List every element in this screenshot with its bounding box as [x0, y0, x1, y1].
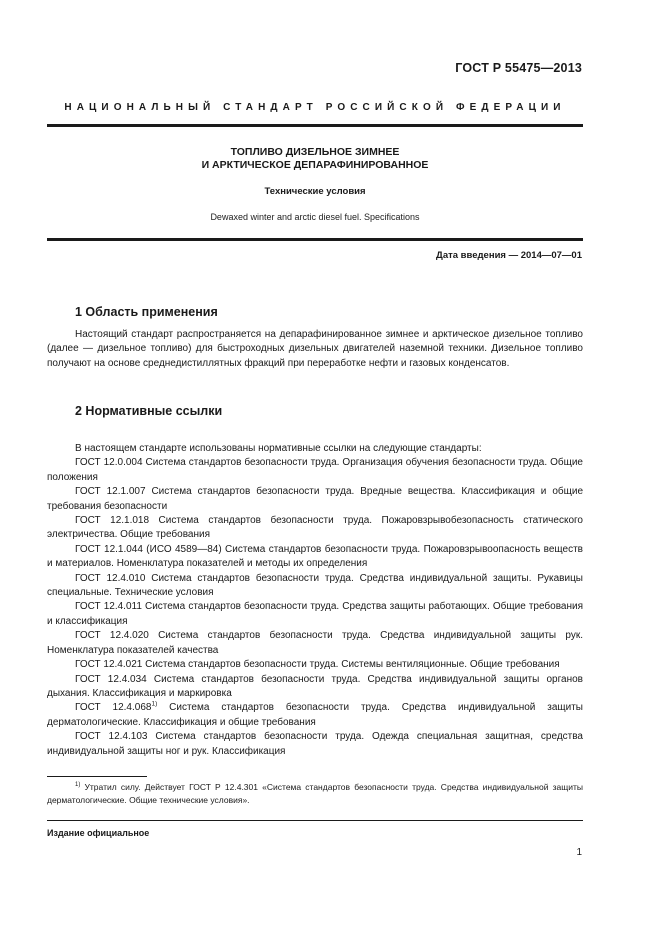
reference-item: ГОСТ 12.4.010 Система стандартов безопасности труда. Средства индивидуальной защиты. Рукавицы специальные. Технические условия: [47, 572, 583, 599]
reference-item: ГОСТ 12.4.103 Система стандартов безопасности труда. Одежда специальная защитная, средства индивидуальной защиты ног и рук. Классификация: [47, 731, 583, 757]
document-title: [47, 146, 583, 172]
title-line-2: И АРКТИЧЕСКОЕ ДЕПАРАФИНИРОВАННОЕ: [201, 159, 429, 171]
footnote-rule: [47, 776, 147, 777]
reference-item: ГОСТ 12.4.021 Система стандартов безопасности труда. Системы вентиляционные. Общие требования: [75, 659, 560, 671]
page-number: 1: [576, 847, 582, 858]
reference-item: ГОСТ 12.0.004 Система стандартов безопасности труда. Организация обучения безопасности труда. Общие положения: [47, 457, 583, 483]
reference-text: Система стандартов безопасности труда. Средства индивидуальной защиты дерматологические. Классификация и общие требования: [47, 702, 583, 728]
middle-rule: [47, 238, 583, 241]
reference-item: ГОСТ 12.4.020 Система стандартов безопасности труда. Средства индивидуальной защиты рук. Номенклатура показателей качества: [47, 630, 583, 656]
footnote: [47, 779, 583, 807]
doc-number: ГОСТ Р 55475—2013: [455, 61, 582, 75]
english-title: Dewaxed winter and arctic diesel fuel. Specifications: [210, 212, 420, 222]
official-edition-label: Издание официальное: [47, 828, 150, 838]
reference-item-with-footnote: [47, 701, 583, 730]
footnote-mark: 1): [75, 782, 81, 788]
section-2-heading: 2 Нормативные ссылки: [75, 404, 223, 418]
reference-code: ГОСТ 12.4.068: [75, 702, 152, 714]
reference-item: ГОСТ 12.1.018 Система стандартов безопасности труда. Пожаровзрывобезопасность статического электричества. Общие требования: [47, 515, 583, 541]
footnote-marker[interactable]: 1): [151, 700, 158, 708]
title-line-1: ТОПЛИВО ДИЗЕЛЬНОЕ ЗИМНЕЕ: [230, 146, 400, 158]
reference-item: ГОСТ 12.1.044 (ИСО 4589—84) Система стандартов безопасности труда. Пожаровзрывоопасность веществ и материалов. Номенклатура показателей и методы их определения: [47, 543, 583, 570]
footnote-text: Утратил силу. Действует ГОСТ Р 12.4.301 «Система стандартов безопасности труда. Средства индивидуальной защиты дерматологические. Общие технические условия».: [47, 782, 583, 805]
references-list: [47, 442, 583, 759]
footer-rule: [47, 820, 583, 821]
section-1-text: Настоящий стандарт распространяется на депарафинированное зимнее и арктическое дизельное топливо (далее — дизельное топливо) для быстроходных дизельных двигателей наземной техники. Дизельное топливо получают на основе среднедистиллятных фракций при переработке нефти и газовых конденсатов.: [47, 329, 583, 369]
introduction-date: Дата введения — 2014—07—01: [436, 250, 582, 261]
national-standard-banner: НАЦИОНАЛЬНЫЙ СТАНДАРТ РОССИЙСКОЙ ФЕДЕРАЦИИ: [64, 102, 566, 113]
document-subtitle: Технические условия: [264, 186, 366, 197]
references-intro: В настоящем стандарте использованы нормативные ссылки на следующие стандарты:: [75, 443, 482, 454]
top-rule: [47, 124, 583, 127]
reference-item: ГОСТ 12.1.007 Система стандартов безопасности труда. Вредные вещества. Классификация и общие требования безопасности: [47, 486, 583, 512]
reference-item: ГОСТ 12.4.011 Система стандартов безопасности труда. Средства защиты работающих. Общие требования и классификация: [47, 601, 583, 627]
reference-item: ГОСТ 12.4.034 Система стандартов безопасности труда. Средства индивидуальной защиты органов дыхания. Классификация и маркировка: [47, 673, 583, 699]
section-1-heading: 1 Область применения: [75, 305, 218, 319]
